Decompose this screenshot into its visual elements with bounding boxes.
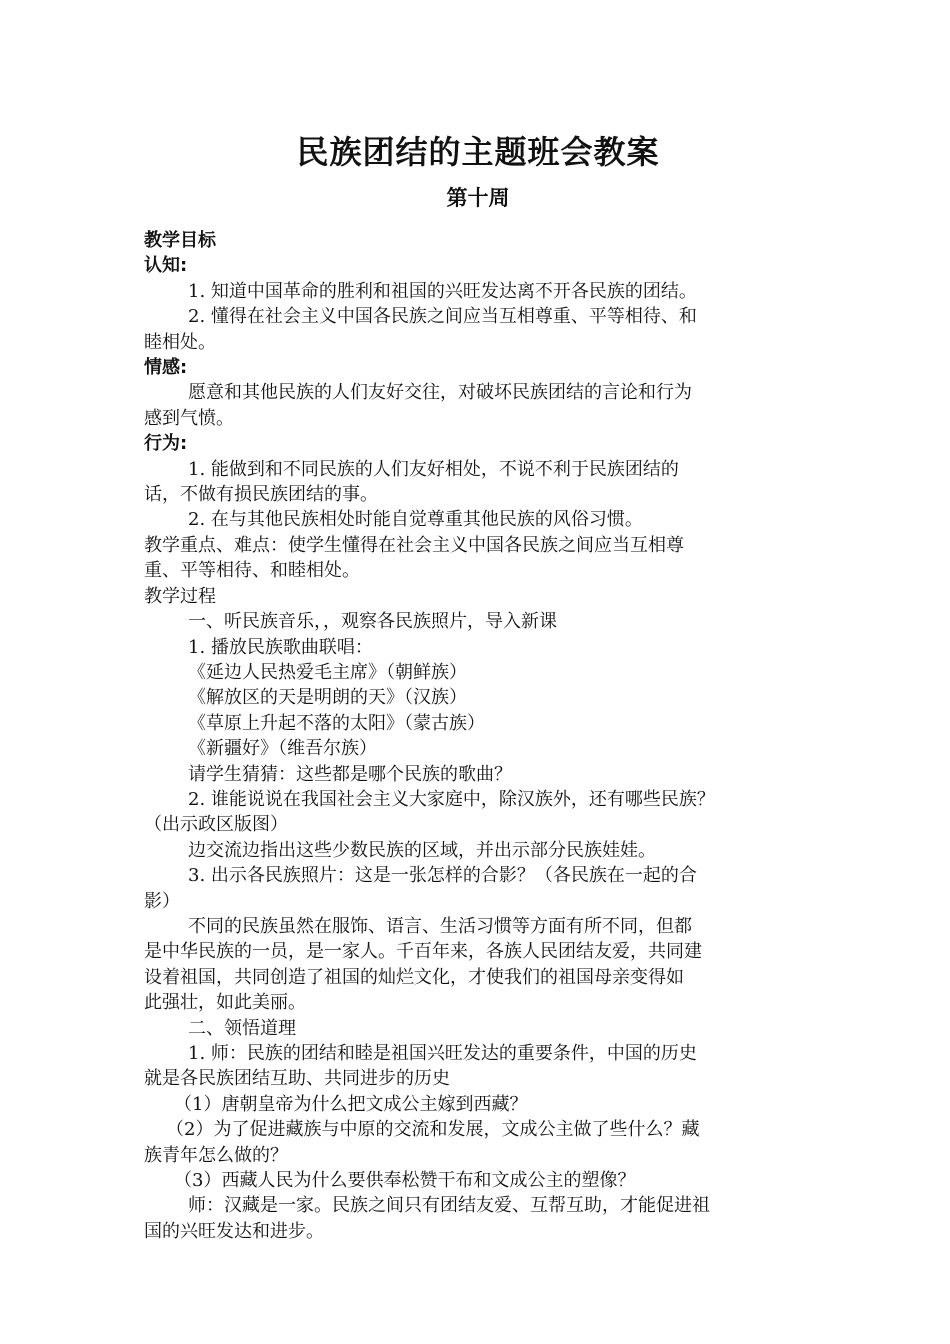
- question-1: （1）唐朝皇帝为什么把文成公主嫁到西藏？: [174, 1093, 528, 1115]
- emotion-line-2: 感到气愤。: [144, 407, 234, 429]
- step-2-title: 二、领悟道理: [188, 1017, 296, 1039]
- step-1-item-3-line-2: 影）: [144, 890, 180, 912]
- heading-cognition: 认知:: [144, 255, 188, 277]
- step-1-item-3-line-1: 3. 出示各民族照片：这是一张怎样的合影？（各民族在一起的合: [188, 865, 697, 887]
- key-points-line-1: 教学重点、难点：使学生懂得在社会主义中国各民族之间应当互相尊: [144, 534, 684, 556]
- document-page: [144, 128, 812, 1244]
- heading-teaching-goals: 教学目标: [144, 230, 216, 251]
- map-note: 边交流边指出这些少数民族的区域，并出示部分民族娃娃。: [188, 839, 656, 861]
- teacher-remark-2-line-2: 国的兴旺发达和进步。: [144, 1220, 324, 1242]
- cognition-item-2-line-1: 2. 懂得在社会主义中国各民族之间应当互相尊重、平等相待、和: [188, 306, 697, 328]
- step-1-title: 一、听民族音乐，，观察各民族照片，导入新课: [188, 611, 557, 633]
- song-item: 《解放区的天是明朗的天》（汉族）: [188, 687, 467, 709]
- document-title: 民族团结的主题班会教案: [296, 133, 660, 171]
- diversity-paragraph-line-2: 是中华民族的一员，是一家人。千百年来，各族人民团结友爱，共同建: [144, 941, 702, 963]
- behavior-item-1-line-2: 话，不做有损民族团结的事。: [144, 484, 378, 506]
- step-1-item-2-line-2: （出示政区版图）: [144, 814, 288, 836]
- question-2-line-1: （2）为了促进藏族与中原的交流和发展，文成公主做了些什么？藏: [166, 1119, 700, 1141]
- song-item: 《延边人民热爱毛主席》（朝鲜族）: [188, 661, 467, 683]
- step-1-item-2-line-1: 2. 谁能说说在我国社会主义大家庭中，除汉族外，还有哪些民族？: [188, 788, 715, 810]
- song-item: 《草原上升起不落的太阳》（蒙古族）: [188, 712, 485, 734]
- diversity-paragraph-line-3: 设着祖国，共同创造了祖国的灿烂文化，才使我们的祖国母亲变得如: [144, 966, 684, 988]
- step-1-item-1: 1. 播放民族歌曲联唱：: [188, 636, 373, 658]
- diversity-paragraph-line-4: 此强壮，如此美丽。: [144, 992, 306, 1014]
- heading-teaching-process: 教学过程: [144, 585, 216, 607]
- emotion-line-1: 愿意和其他民族的人们友好交往，对破坏民族团结的言论和行为: [188, 382, 692, 404]
- heading-behavior: 行为:: [144, 433, 188, 455]
- cognition-item-2-line-2: 睦相处。: [144, 331, 216, 353]
- question-3: （3）西藏人民为什么要供奉松赞干布和文成公主的塑像？: [174, 1170, 636, 1192]
- teacher-remark-1-line-1: 1. 师：民族的团结和睦是祖国兴旺发达的重要条件，中国的历史: [188, 1043, 697, 1064]
- week-label: 第十周: [446, 186, 510, 210]
- guess-prompt: 请学生猜猜：这些都是哪个民族的歌曲？: [188, 763, 512, 785]
- heading-emotion: 情感:: [144, 357, 188, 379]
- teacher-remark-1-line-2: 就是各民族团结互助、共同进步的历史: [144, 1068, 450, 1090]
- diversity-paragraph-line-1: 不同的民族虽然在服饰、语言、生活习惯等方面有所不同，但都: [188, 915, 692, 937]
- key-points-line-2: 重、平等相待、和睦相处。: [144, 560, 360, 582]
- behavior-item-1-line-1: 1. 能做到和不同民族的人们友好相处，不说不利于民族团结的: [188, 458, 679, 480]
- cognition-item-1: 1. 知道中国革命的胜利和祖国的兴旺发达离不开各民族的团结。: [188, 280, 697, 302]
- question-2-line-2: 族青年怎么做的？: [144, 1144, 288, 1166]
- teacher-remark-2-line-1: 师：汉藏是一家。民族之间只有团结友爱、互帮互助，才能促进祖: [188, 1195, 710, 1217]
- song-item: 《新疆好》（维吾尔族）: [188, 738, 377, 760]
- behavior-item-2: 2. 在与其他民族相处时能自觉尊重其他民族的风俗习惯。: [188, 509, 643, 531]
